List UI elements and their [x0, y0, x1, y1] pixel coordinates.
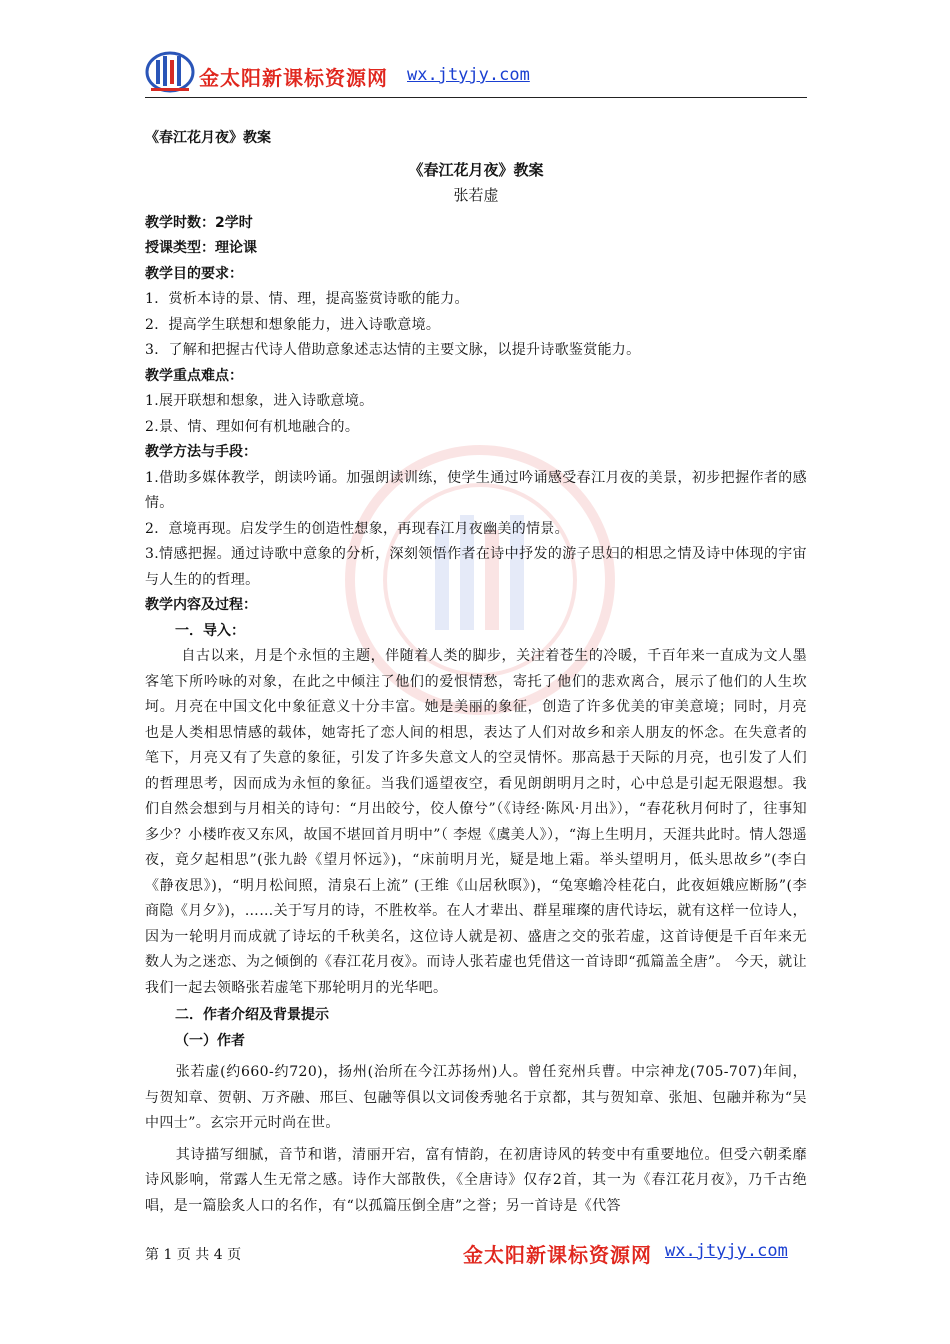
document-title: 《春江花月夜》教案: [408, 160, 544, 179]
goals-heading: 教学目的要求：: [145, 265, 243, 282]
page-footer: [145, 1236, 807, 1266]
page-header: [145, 50, 807, 98]
goal-item: 1．赏析本诗的景、情、理，提高鉴赏诗歌的能力。: [145, 291, 469, 307]
methods-heading: 教学方法与手段：: [145, 444, 257, 460]
content-heading: 教学内容及过程：: [145, 597, 257, 613]
header-brand: 金太阳新课标资源网: [199, 66, 388, 90]
author-paragraph: 其诗描写细腻，音节和谐，清丽开宕，富有情韵，在初唐诗风的转变中有重要地位。但受六朝柔靡诗风影响，常露人生无常之感。诗作大部散佚，《全唐诗》仅存2首，其一为《春江花月夜》，乃千古绝唱，是一篇脍炙人口的名作，有“以孤篇压倒全唐”之誉；另一首诗是《代答: [145, 1146, 807, 1214]
method-item: 3.情感把握。通过诗歌中意象的分析，深刻领悟作者在诗中抒发的游子思妇的相思之情及诗中体现的宇宙与人生的的哲理。: [145, 546, 807, 588]
document-body: [145, 126, 807, 1219]
goal-item: 2．提高学生联想和想象能力，进入诗歌意境。: [145, 316, 441, 333]
document-top-title: 《春江花月夜》教案: [145, 130, 271, 146]
author-subheading: （一）作者: [175, 1032, 245, 1049]
document-author: 张若虚: [453, 186, 499, 204]
intro-heading: 一．导入：: [175, 622, 245, 639]
intro-paragraph: 自古以来，月是个永恒的主题，伴随着人类的脚步，关注着苍生的冷暖，千百年来一直成为文人墨客笔下所吟咏的对象，在此之中倾注了他们的爱恨情愁，寄托了他们的悲欢离合，展示了他们的人生坎坷。月亮在中国文化中象征意义十分丰富。她是美丽的象征，创造了许多优美的审美意境；同时，月亮也是人类相思情感的载体，她寄托了恋人间的相思，表达了人们对故乡和亲人朋友的怀念。在失意者的笔下，月亮又有了失意的象征，引发了许多失意文人的空灵情怀。那高悬于天际的月亮，也引发了人们的哲理思考，因而成为永恒的象征。当我们遥望夜空，看见朗朗明月之时，心中总是引起无限遐想。我们自然会想到与月相关的诗句：“月出皎兮，佼人僚兮”（《诗经·陈风·月出》），“春花秋月何时了，往事知多少？小楼昨夜又东风，故国不堪回首月明中”（ 李煜《虞美人》），“海上生明月，天涯共此时。情人怨遥夜，竟夕起相思”(张九龄《望月怀远》)，“床前明月光，疑是地上霜。举头望明月，低头思故乡”(李白《静夜思》)，“明月松间照，清泉石上流” (王维《山居秋暝》)，“兔寒蟾冷桂花白，此夜姮娥应断肠”(李商隐《月夕》)，……关于写月的诗，不胜枚举。在人才辈出、群星璀璨的唐代诗坛，就有这样一位诗人，因为一轮明月而成就了诗坛的千秋美名，这位诗人就是初、盛唐之交的张若虚，这首诗便是千百年来无数人为之迷恋、为之倾倒的《春江花月夜》。而诗人张若虚也凭借这一首诗即“孤篇盖全唐”。 今天，就让我们一起去领略张若虚笔下那轮明月的光华吧。: [145, 648, 807, 996]
footer-url-link[interactable]: wx.jtyjy.com: [665, 1241, 788, 1261]
header-divider: [145, 97, 807, 98]
key-points-heading: 教学重点难点：: [145, 367, 243, 384]
section2-heading: 二．作者介绍及背景提示: [175, 1007, 329, 1023]
course-type: 授课类型：理论课: [145, 240, 257, 256]
author-paragraph: 张若虚(约660-约720)，扬州(治所在今江苏扬州)人。曾任兖州兵曹。中宗神龙(705-707)年间，与贺知章、贺朝、万齐融、邢巨、包融等俱以文词俊秀驰名于京都，其与贺知章、张旭、包融并称为“吴中四士”。玄宗开元时尚在世。: [145, 1064, 807, 1131]
method-item: 2．意境再现。启发学生的创造性想象，再现春江月夜幽美的情景。: [145, 520, 569, 537]
jty-logo-icon: [145, 50, 195, 94]
teaching-hours: 教学时数：2学时: [145, 214, 253, 231]
page-number: 第 1 页 共 4 页: [145, 1247, 242, 1263]
footer-brand: 金太阳新课标资源网: [463, 1243, 652, 1267]
key-point-item: 2.景、情、理如何有机地融合的。: [145, 418, 360, 435]
method-item: 1.借助多媒体教学，朗读吟诵。加强朗读训练，使学生通过吟诵感受春江月夜的美景，初步把握作者的感情。: [145, 469, 807, 511]
header-url-link[interactable]: wx.jtyjy.com: [407, 65, 530, 85]
key-point-item: 1.展开联想和想象，进入诗歌意境。: [145, 393, 374, 409]
goal-item: 3．了解和把握古代诗人借助意象述志达情的主要文脉，以提升诗歌鉴赏能力。: [145, 342, 641, 358]
